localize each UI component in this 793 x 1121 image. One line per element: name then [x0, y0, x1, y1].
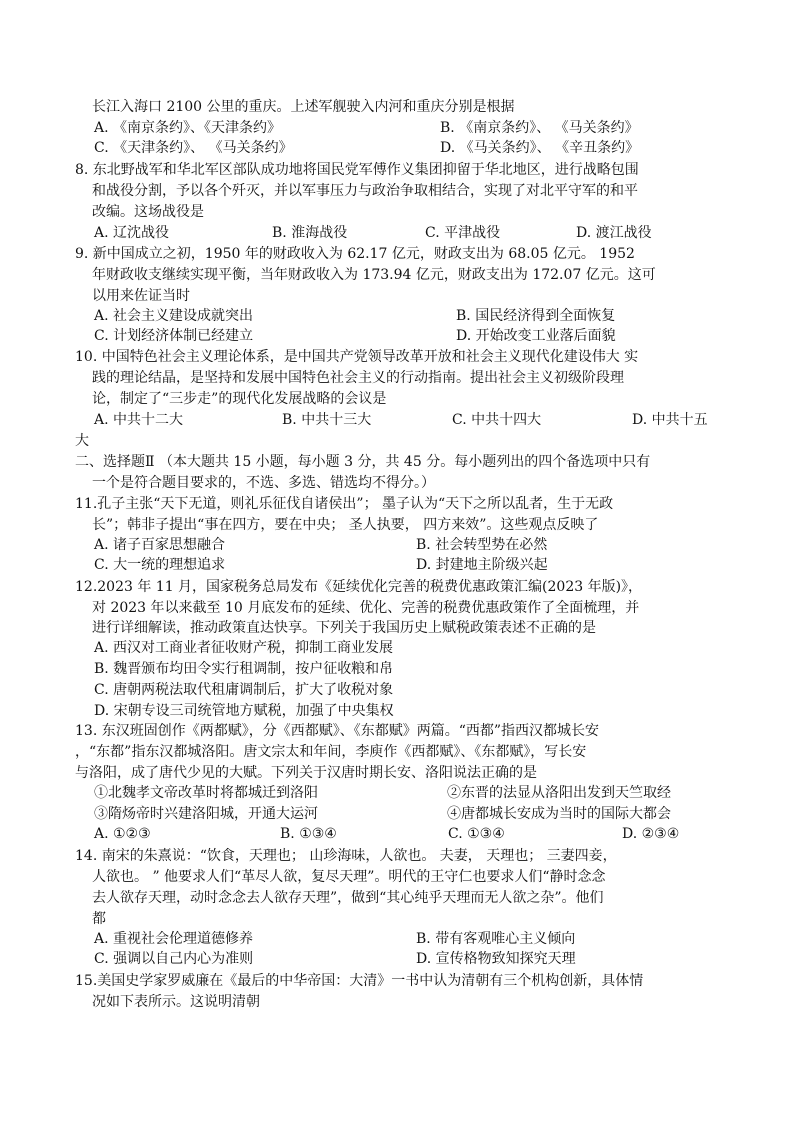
- q7-option-c: C. 《天津条约》、 《马关条约》: [94, 140, 293, 156]
- q13-option-a: A. ①②③: [94, 826, 151, 842]
- q8-stem-line-3: 改编。这场战役是: [92, 204, 204, 220]
- q12-stem-line-2: 对 2023 年以来截至 10 月底发布的延续、优化、完善的税费优惠政策作了全面梳理，并: [92, 600, 640, 616]
- q9-stem-line-1: 9. 新中国成立之初，1950 年的财政收入为 62.17 亿元，财政支出为 68.05 亿元。 1952: [75, 246, 635, 262]
- q7-line: 长江入海口 2100 公里的重庆。上述军舰驶入内河和重庆分别是根据: [92, 99, 515, 115]
- q7-option-a: A. 《南京条约》、《天津条约》: [94, 120, 282, 136]
- q15-stem-line-2: 况如下表所示。这说明清朝: [92, 994, 260, 1010]
- q12-option-b: B. 魏晋颁布均田令实行租调制，按户征收粮和帛: [94, 661, 394, 677]
- q11-option-d: D. 封建地主阶级兴起: [416, 557, 548, 573]
- q11-stem-line-2: 长”；韩非子提出“事在四方，要在中央； 圣人执要， 四方来效”。这些观点反映了: [92, 517, 599, 533]
- q11-option-a: A. 诸子百家思想融合: [94, 537, 226, 553]
- q14-option-c: C. 强调以自己内心为准则: [94, 951, 254, 967]
- q8-option-a: A. 辽沈战役: [94, 225, 170, 241]
- q12-option-d: D. 宋朝专设三司统管地方赋税，加强了中央集权: [94, 703, 394, 719]
- q7-option-b: B. 《南京条约》、 《马关条约》: [440, 120, 639, 136]
- q8-option-b: B. 淮海战役: [272, 225, 348, 241]
- q9-option-b: B. 国民经济得到全面恢复: [456, 308, 616, 324]
- q12-option-c: C. 唐朝两税法取代租庸调制后，扩大了收税对象: [94, 682, 394, 698]
- q10-option-b: B. 中共十三大: [282, 412, 372, 428]
- q9-stem-line-2: 年财政收支继续实现平衡，当年财政收入为 173.94 亿元，财政支出为 172.07 亿元。这可: [92, 267, 656, 283]
- q13-option-b: B. ①③④: [280, 826, 337, 842]
- q14-option-a: A. 重视社会伦理道德修养: [94, 931, 254, 947]
- q12-option-a: A. 西汉对工商业者征收财产税，抑制工商业发展: [94, 640, 394, 656]
- q13-stem-line-2: ，“东都”指东汉都城洛阳。唐文宗太和年间，李庾作《西都赋》、《东都赋》，写长安: [75, 744, 587, 760]
- q11-option-b: B. 社会转型势在必然: [416, 537, 548, 553]
- q10-stem-line-2: 践的理论结晶，是坚持和发展中国特色社会主义的行动指南。提出社会主义初级阶段理: [92, 370, 624, 386]
- q13-item-3: ③隋炀帝时兴建洛阳城，开通大运河: [94, 806, 318, 822]
- q8-option-d: D. 渡江战役: [576, 225, 652, 241]
- section-2-heading: 二、选择题Ⅱ （本大题共 15 小题，每小题 3 分，共 45 分。每小题列出的四个备选项中只有: [75, 454, 651, 470]
- q15-stem-line-1: 15.美国史学家罗威廉在《最后的中华帝国：大清》一书中认为清朝有三个机构创新，具体情: [75, 973, 644, 989]
- q14-stem-line-2: 人欲也。 ” 他要求人们“革尽人欲，复尽天理”。明代的王守仁也要求人们“静时念念: [92, 869, 606, 885]
- q9-option-a: A. 社会主义建设成就突出: [94, 308, 254, 324]
- q10-stem-line-1: 10. 中国特色社会主义理论体系，是中国共产党领导改革开放和社会主义现代化建设伟大 实: [75, 349, 639, 365]
- q13-item-4: ④唐都城长安成为当时的国际大都会: [447, 806, 671, 822]
- q7-option-d: D. 《马关条约》、 《辛丑条约》: [440, 140, 640, 156]
- q10-option-d-wrap: 大: [75, 433, 89, 449]
- q13-item-2: ②东晋的法显从洛阳出发到天竺取经: [447, 785, 671, 801]
- q13-stem-line-1: 13. 东汉班固创作《两都赋》，分《西都赋》、《东都赋》两篇。“西都”指西汉都城长安: [75, 723, 600, 739]
- q11-option-c: C. 大一统的理想追求: [94, 557, 226, 573]
- q11-stem-line-1: 11.孔子主张“天下无道，则礼乐征伐自诸侯出”； 墨子认为“天下之所以乱者，生于无政: [75, 496, 614, 512]
- q13-option-d: D. ②③④: [622, 826, 680, 842]
- q8-option-c: C. 平津战役: [425, 225, 501, 241]
- q13-option-c: C. ①③④: [448, 826, 505, 842]
- q12-stem-line-1: 12.2023 年 11 月，国家税务总局发布《延续优化完善的税费优惠政策汇编(2023 年版)》，: [75, 579, 643, 595]
- q10-stem-line-3: 论，制定了“三步走”的现代化发展战略的会议是: [92, 391, 387, 407]
- q13-stem-line-3: 与洛阳，成了唐代少见的大赋。下列关于汉唐时期长安、洛阳说法正确的是: [75, 765, 537, 781]
- q10-option-d: D. 中共十五: [632, 412, 708, 428]
- q14-option-d: D. 宣传格物致知探究天理: [416, 951, 576, 967]
- q10-option-c: C. 中共十四大: [452, 412, 542, 428]
- q9-option-d: D. 开始改变工业落后面貌: [456, 328, 616, 344]
- q14-stem-line-4: 都: [92, 911, 106, 927]
- q13-item-1: ①北魏孝文帝改革时将都城迁到洛阳: [94, 785, 318, 801]
- q14-stem-line-1: 14. 南宋的朱熹说：“饮食，天理也； 山珍海味，人欲也。 夫妻， 天理也； 三妻四妾，: [75, 848, 617, 864]
- q14-stem-line-3: 去人欲存天理，动时念念去人欲存天理”，做到“其心纯乎天理而无人欲之杂”。他们: [92, 890, 604, 906]
- section-2-instructions: 一个是符合题目要求的，不选、多选、错选均不得分。）: [92, 475, 435, 491]
- q10-option-a: A. 中共十二大: [94, 412, 184, 428]
- q12-stem-line-3: 进行详细解读，推动政策直达快享。下列关于我国历史上赋税政策表述不正确的是: [92, 620, 596, 636]
- q8-stem-line-2: 和战役分割，予以各个歼灭，并以军事压力与政治争取相结合，实现了对北平守军的和平: [92, 183, 638, 199]
- q8-stem-line-1: 8. 东北野战军和华北军区部队成功地将国民党军傅作义集团抑留于华北地区，进行战略包围: [75, 162, 639, 178]
- q9-option-c: C. 计划经济体制已经建立: [94, 328, 254, 344]
- q9-stem-line-3: 以用来佐证当时: [92, 288, 190, 304]
- q14-option-b: B. 带有客观唯心主义倾向: [416, 931, 576, 947]
